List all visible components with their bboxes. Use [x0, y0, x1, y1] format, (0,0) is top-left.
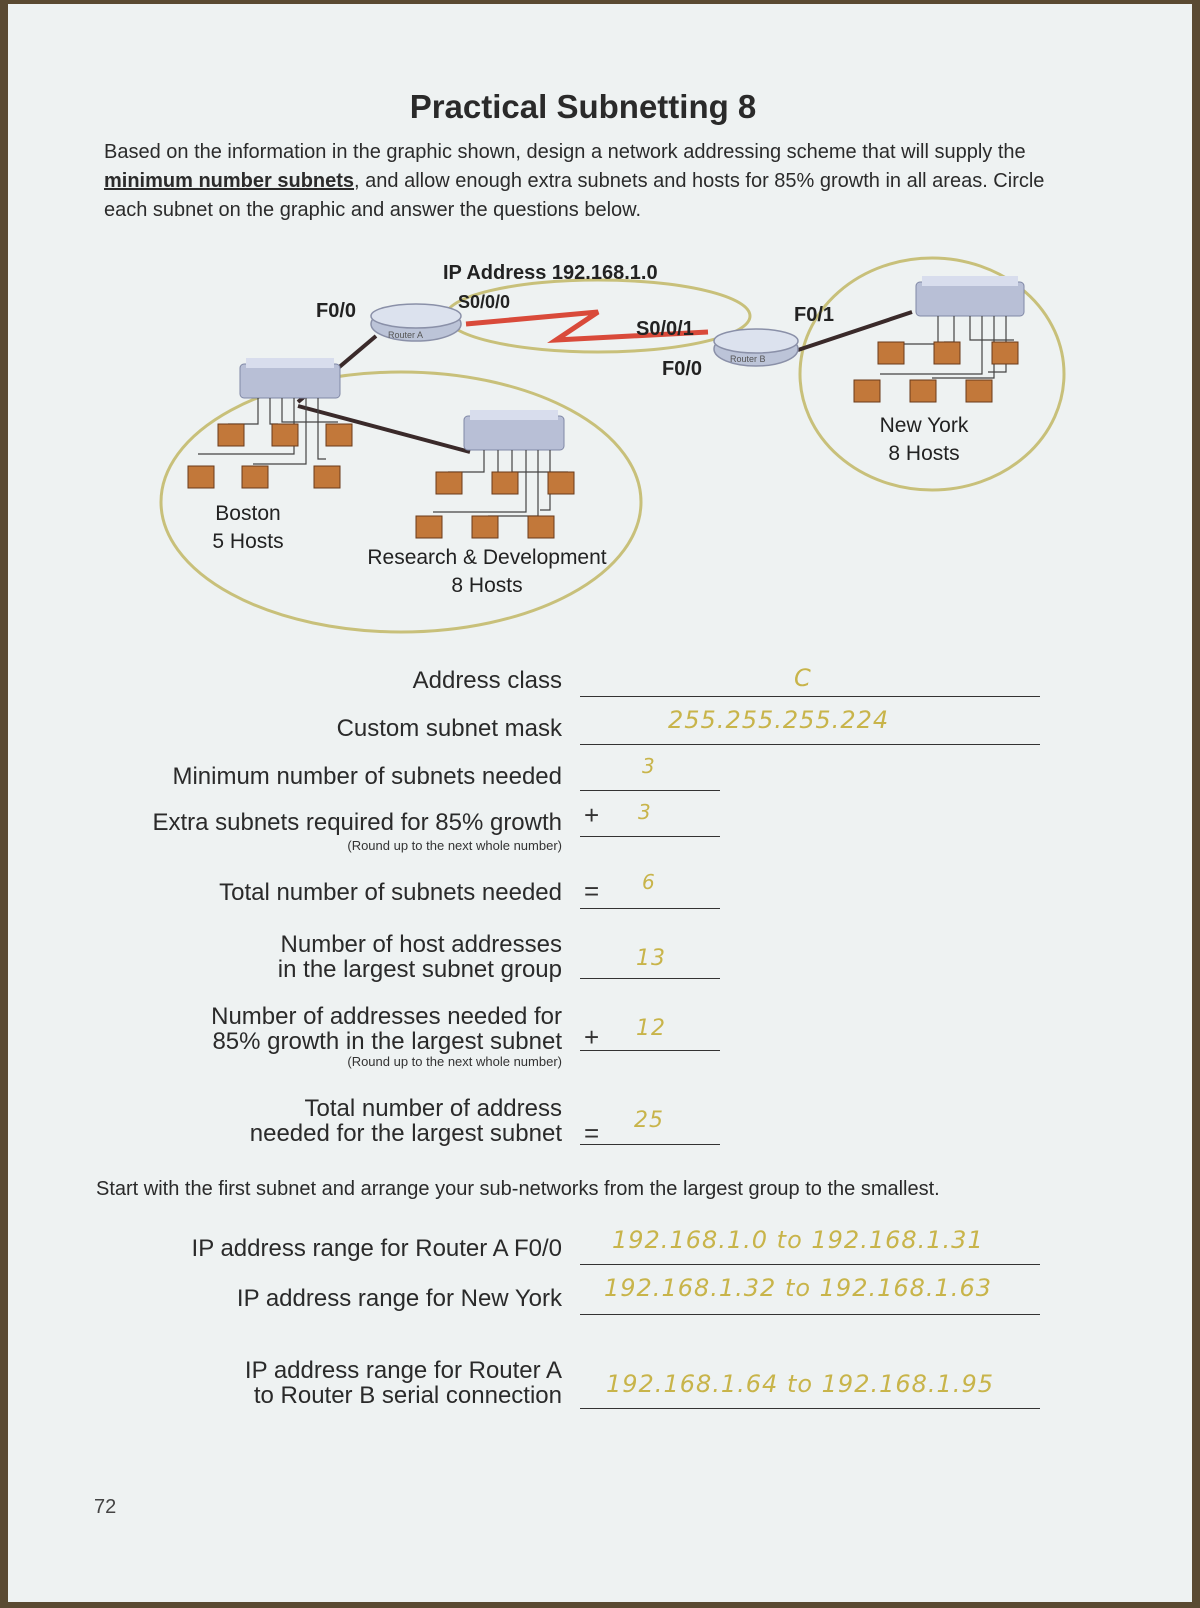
serial-range-label-line2: to Router B serial connection [253, 1382, 562, 1409]
router-a-s000-label: S0/0/0 [458, 292, 511, 312]
router-b-f00-label: F0/0 [662, 358, 703, 380]
newyork-host-icon [910, 380, 936, 402]
rd-host-icon [416, 516, 442, 538]
total-addresses-op: = [584, 1118, 600, 1148]
total-subnets-op: = [584, 876, 600, 906]
newyork-host-icon [878, 342, 904, 364]
host-addresses-label-line2: in the largest subnet group [277, 956, 562, 983]
extra-subnets-op: + [584, 800, 600, 830]
extra-subnets-label: Extra subnets required for 85% growth [152, 809, 562, 836]
new-york-range-line [580, 1314, 1040, 1315]
boston-label [188, 500, 308, 556]
host-addresses-label-line1: Number of host addresses [280, 931, 562, 958]
network-diagram-graphic [8, 254, 1192, 674]
rd-label [354, 544, 620, 600]
network-diagram [8, 254, 1192, 674]
address-class-label: Address class [412, 667, 562, 694]
host-addresses-line [580, 978, 720, 979]
total-subnets-answer: 6 [642, 870, 656, 894]
boston-host-icon [242, 466, 268, 488]
address-class-line [580, 696, 1040, 697]
boston-host-icon [272, 424, 298, 446]
total-addresses-line [580, 1144, 720, 1145]
total-addresses-label-line2: needed for the largest subnet [249, 1120, 562, 1147]
router-a-name: Router A [388, 330, 424, 340]
serial-range-line [580, 1408, 1040, 1409]
newyork-switch-icon [916, 276, 1024, 316]
boston-rd-link [298, 406, 470, 452]
router-b-f01-label: F0/1 [794, 304, 835, 326]
rd-host-icon [548, 472, 574, 494]
extra-subnets-line [580, 836, 720, 837]
growth-addresses-line [580, 1050, 720, 1051]
rd-hosts: 8 Hosts [451, 574, 523, 597]
intro-text [104, 138, 1084, 225]
subnet-mask-answer: 255.255.255.224 [668, 706, 890, 734]
boston-host-icon [218, 424, 244, 446]
intro-emphasis: minimum number subnets [104, 170, 355, 192]
boston-hosts: 5 Hosts [212, 530, 284, 553]
rd-host-icon [492, 472, 518, 494]
router-a-range-answer: 192.168.1.0 to 192.168.1.31 [612, 1226, 984, 1254]
total-addresses-answer: 25 [634, 1108, 664, 1133]
ip-address-label: IP Address 192.168.1.0 [443, 262, 658, 284]
rd-host-icon [528, 516, 554, 538]
newyork-host-icon [934, 342, 960, 364]
router-a-range-line [580, 1264, 1040, 1265]
rd-host-icon [472, 516, 498, 538]
host-addresses-label [278, 932, 562, 982]
total-addresses-label [250, 1096, 562, 1146]
boston-switch-icon [240, 358, 340, 398]
boston-name: Boston [215, 502, 281, 525]
growth-addresses-op: + [584, 1022, 600, 1052]
total-addresses-label-line1: Total number of address [304, 1095, 562, 1122]
total-subnets-label: Total number of subnets needed [219, 879, 562, 906]
extra-subnets-answer: 3 [638, 800, 652, 824]
router-b-name: Router B [730, 354, 766, 364]
host-addresses-answer: 13 [636, 946, 666, 971]
serial-subnet-ellipse [446, 280, 750, 352]
growth-addresses-label-line2: 85% growth in the largest subnet [212, 1028, 562, 1055]
rd-name: Research & Development [367, 546, 607, 569]
growth-addresses-note: (Round up to the next whole number) [347, 1054, 562, 1069]
address-class-answer: C [794, 664, 812, 692]
worksheet-page [8, 4, 1192, 1602]
total-subnets-line [580, 908, 720, 909]
growth-addresses-label [211, 1004, 562, 1054]
serial-range-label [245, 1358, 562, 1408]
router-b-s001-label: S0/0/1 [636, 318, 694, 340]
growth-addresses-label-line1: Number of addresses needed for [211, 1003, 562, 1030]
rd-switch-icon [464, 410, 564, 450]
newyork-host-icon [854, 380, 880, 402]
serial-range-answer: 192.168.1.64 to 192.168.1.95 [606, 1370, 994, 1398]
new-york-range-answer: 192.168.1.32 to 192.168.1.63 [604, 1274, 992, 1302]
rd-host-icon [436, 472, 462, 494]
extra-subnets-note: (Round up to the next whole number) [347, 838, 562, 853]
newyork-label [864, 412, 984, 468]
newyork-host-icon [992, 342, 1018, 364]
new-york-range-label: IP address range for New York [236, 1285, 562, 1312]
instruction-text: Start with the first subnet and arrange your sub-networks from the largest group to the smallest. [96, 1178, 940, 1200]
newyork-hosts: 8 Hosts [888, 442, 960, 465]
subnet-mask-line [580, 744, 1040, 745]
intro-after: , and allow enough extra subnets and hosts for 85% growth in all areas. Circle each subnet on the graphic and answer the questions below. [104, 170, 1045, 221]
min-subnets-line [580, 790, 720, 791]
page-title: Practical Subnetting 8 [409, 88, 757, 125]
growth-addresses-answer: 12 [636, 1016, 666, 1041]
min-subnets-answer: 3 [642, 754, 656, 778]
boston-host-icon [314, 466, 340, 488]
subnet-mask-label: Custom subnet mask [336, 715, 562, 742]
boston-host-icon [188, 466, 214, 488]
min-subnets-label: Minimum number of subnets needed [172, 763, 562, 790]
router-a-range-label: IP address range for Router A F0/0 [191, 1235, 562, 1262]
serial-range-label-line1: IP address range for Router A [244, 1357, 562, 1384]
boston-host-icon [326, 424, 352, 446]
router-a-f00-label: F0/0 [316, 300, 357, 322]
intro-before: Based on the information in the graphic shown, design a network addressing scheme that will supply the [104, 141, 1026, 163]
page-number: 72 [94, 1496, 117, 1518]
newyork-host-icon [966, 380, 992, 402]
newyork-name: New York [879, 414, 969, 437]
